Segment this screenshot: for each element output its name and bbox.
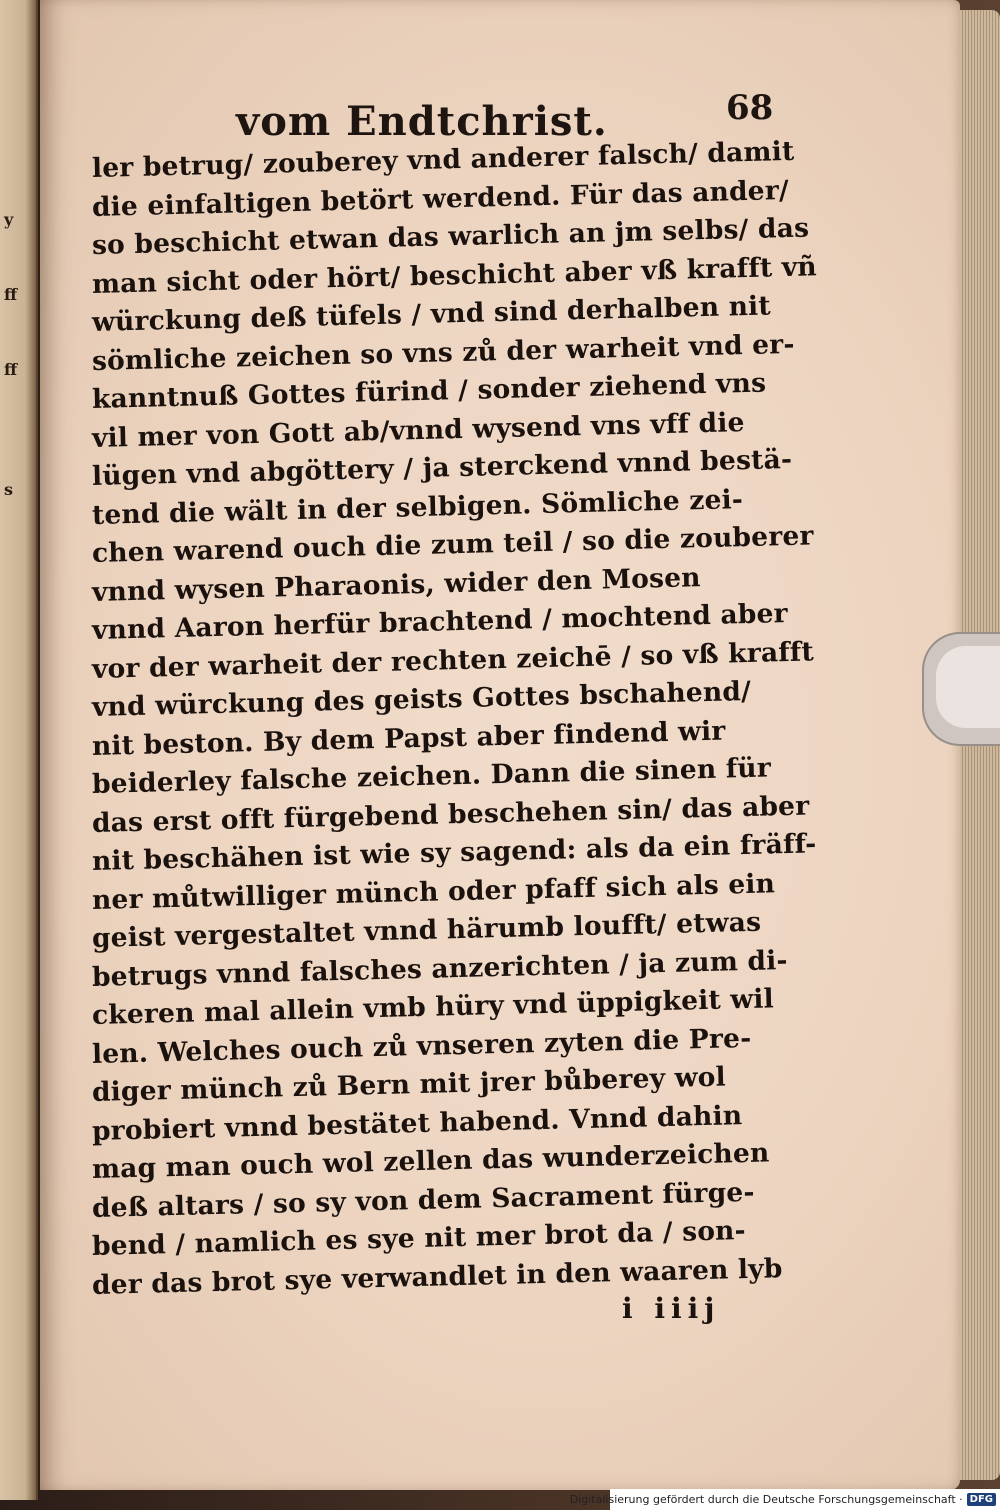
text-line: nit beston. By dem Papst aber findend wir (91, 715, 726, 762)
dfg-logo: DFG (967, 1493, 996, 1506)
signature-mark: i iiij (622, 1292, 721, 1325)
text-line: man sicht oder hört/ beschicht aber vß krafft vñ (91, 250, 818, 300)
text-line: würckung deß tüfels / vnd sind derhalben nit (91, 290, 772, 338)
edge-glyph: ff (4, 285, 18, 304)
text-line: das erst offt fürgebend beschehen sin/ das aber (91, 789, 810, 839)
text-block (91, 135, 818, 1305)
text-line: len. Welches ouch zů vnseren zyten die Pre- (91, 1022, 752, 1070)
text-line: ler betrug/ zouberey vnd anderer falsch/ damit (91, 135, 795, 184)
edge-glyph: s (4, 480, 14, 499)
edge-glyph: y (4, 210, 14, 229)
text-line: so beschicht etwan das warlich an jm selbs/ das (91, 212, 810, 261)
text-line: deß altars / so sy von dem Sacrament fürge- (91, 1176, 755, 1224)
text-line: vor der warheit der rechten zeichē / so vß krafft (91, 635, 815, 685)
text-line: beiderley falsche zeichen. Dann die sinen für (91, 752, 772, 800)
text-line: probiert vnnd bestätet habend. Vnnd dahin (91, 1099, 743, 1147)
text-line: der das brot sye verwandlet in den waaren lyb (91, 1252, 783, 1301)
bookmark-tab-inner (936, 646, 1000, 728)
text-line: bend / namlich es sye nit mer brot da / son- (91, 1215, 747, 1262)
text-line: vnd würckung des geists Gottes bschahend/ (91, 675, 752, 723)
text-line: geist vergestaltet vnnd härumb loufft/ etwas (91, 906, 762, 954)
text-line: lügen vnd abgöttery / ja sterckend vnnd bestä- (91, 443, 793, 492)
text-line: vil mer von Gott ab/vnnd wysend vns vff die (91, 406, 745, 454)
text-line: ner můtwilliger münch oder pfaff sich als ein (91, 867, 776, 916)
edge-glyph: ff (4, 360, 18, 379)
credit-text: Digitalisierung gefördert durch die Deutsche Forschungsgemeinschaft · (569, 1493, 963, 1506)
text-line: tend die wält in der selbigen. Sömliche zei- (91, 483, 744, 531)
text-line: chen warend ouch die zum teil / so die zouberer (91, 520, 815, 569)
text-line: sömliche zeichen so vns zů der warheit vnd er- (91, 328, 795, 377)
text-line: kanntnuß Gottes fürind / sonder ziehend vns (91, 367, 767, 415)
text-line: vnnd Aaron herfür brachtend / mochtend aber (91, 598, 789, 646)
text-line: diger münch zů Bern mit jrer bůberey wol (91, 1061, 727, 1108)
text-line: betrugs vnnd falsches anzerichten / ja zum di- (91, 944, 788, 993)
previous-page-edge (0, 0, 38, 1500)
text-line: nit beschähen ist wie sy sagend: als da ein fräff- (91, 828, 817, 877)
text-line: ckeren mal allein vmb hüry vnd üppigkeit wil (91, 983, 775, 1031)
page-number: 68 (726, 88, 774, 128)
text-line: mag man ouch wol zellen das wunderzeichen (91, 1137, 770, 1185)
text-line: die einfaltigen betört werdend. Für das ander/ (91, 174, 790, 223)
running-head: vom Endtchrist. (236, 98, 608, 145)
digitization-credit (569, 1489, 1000, 1510)
text-line: vnnd wysen Pharaonis, wider den Mosen (91, 561, 702, 608)
